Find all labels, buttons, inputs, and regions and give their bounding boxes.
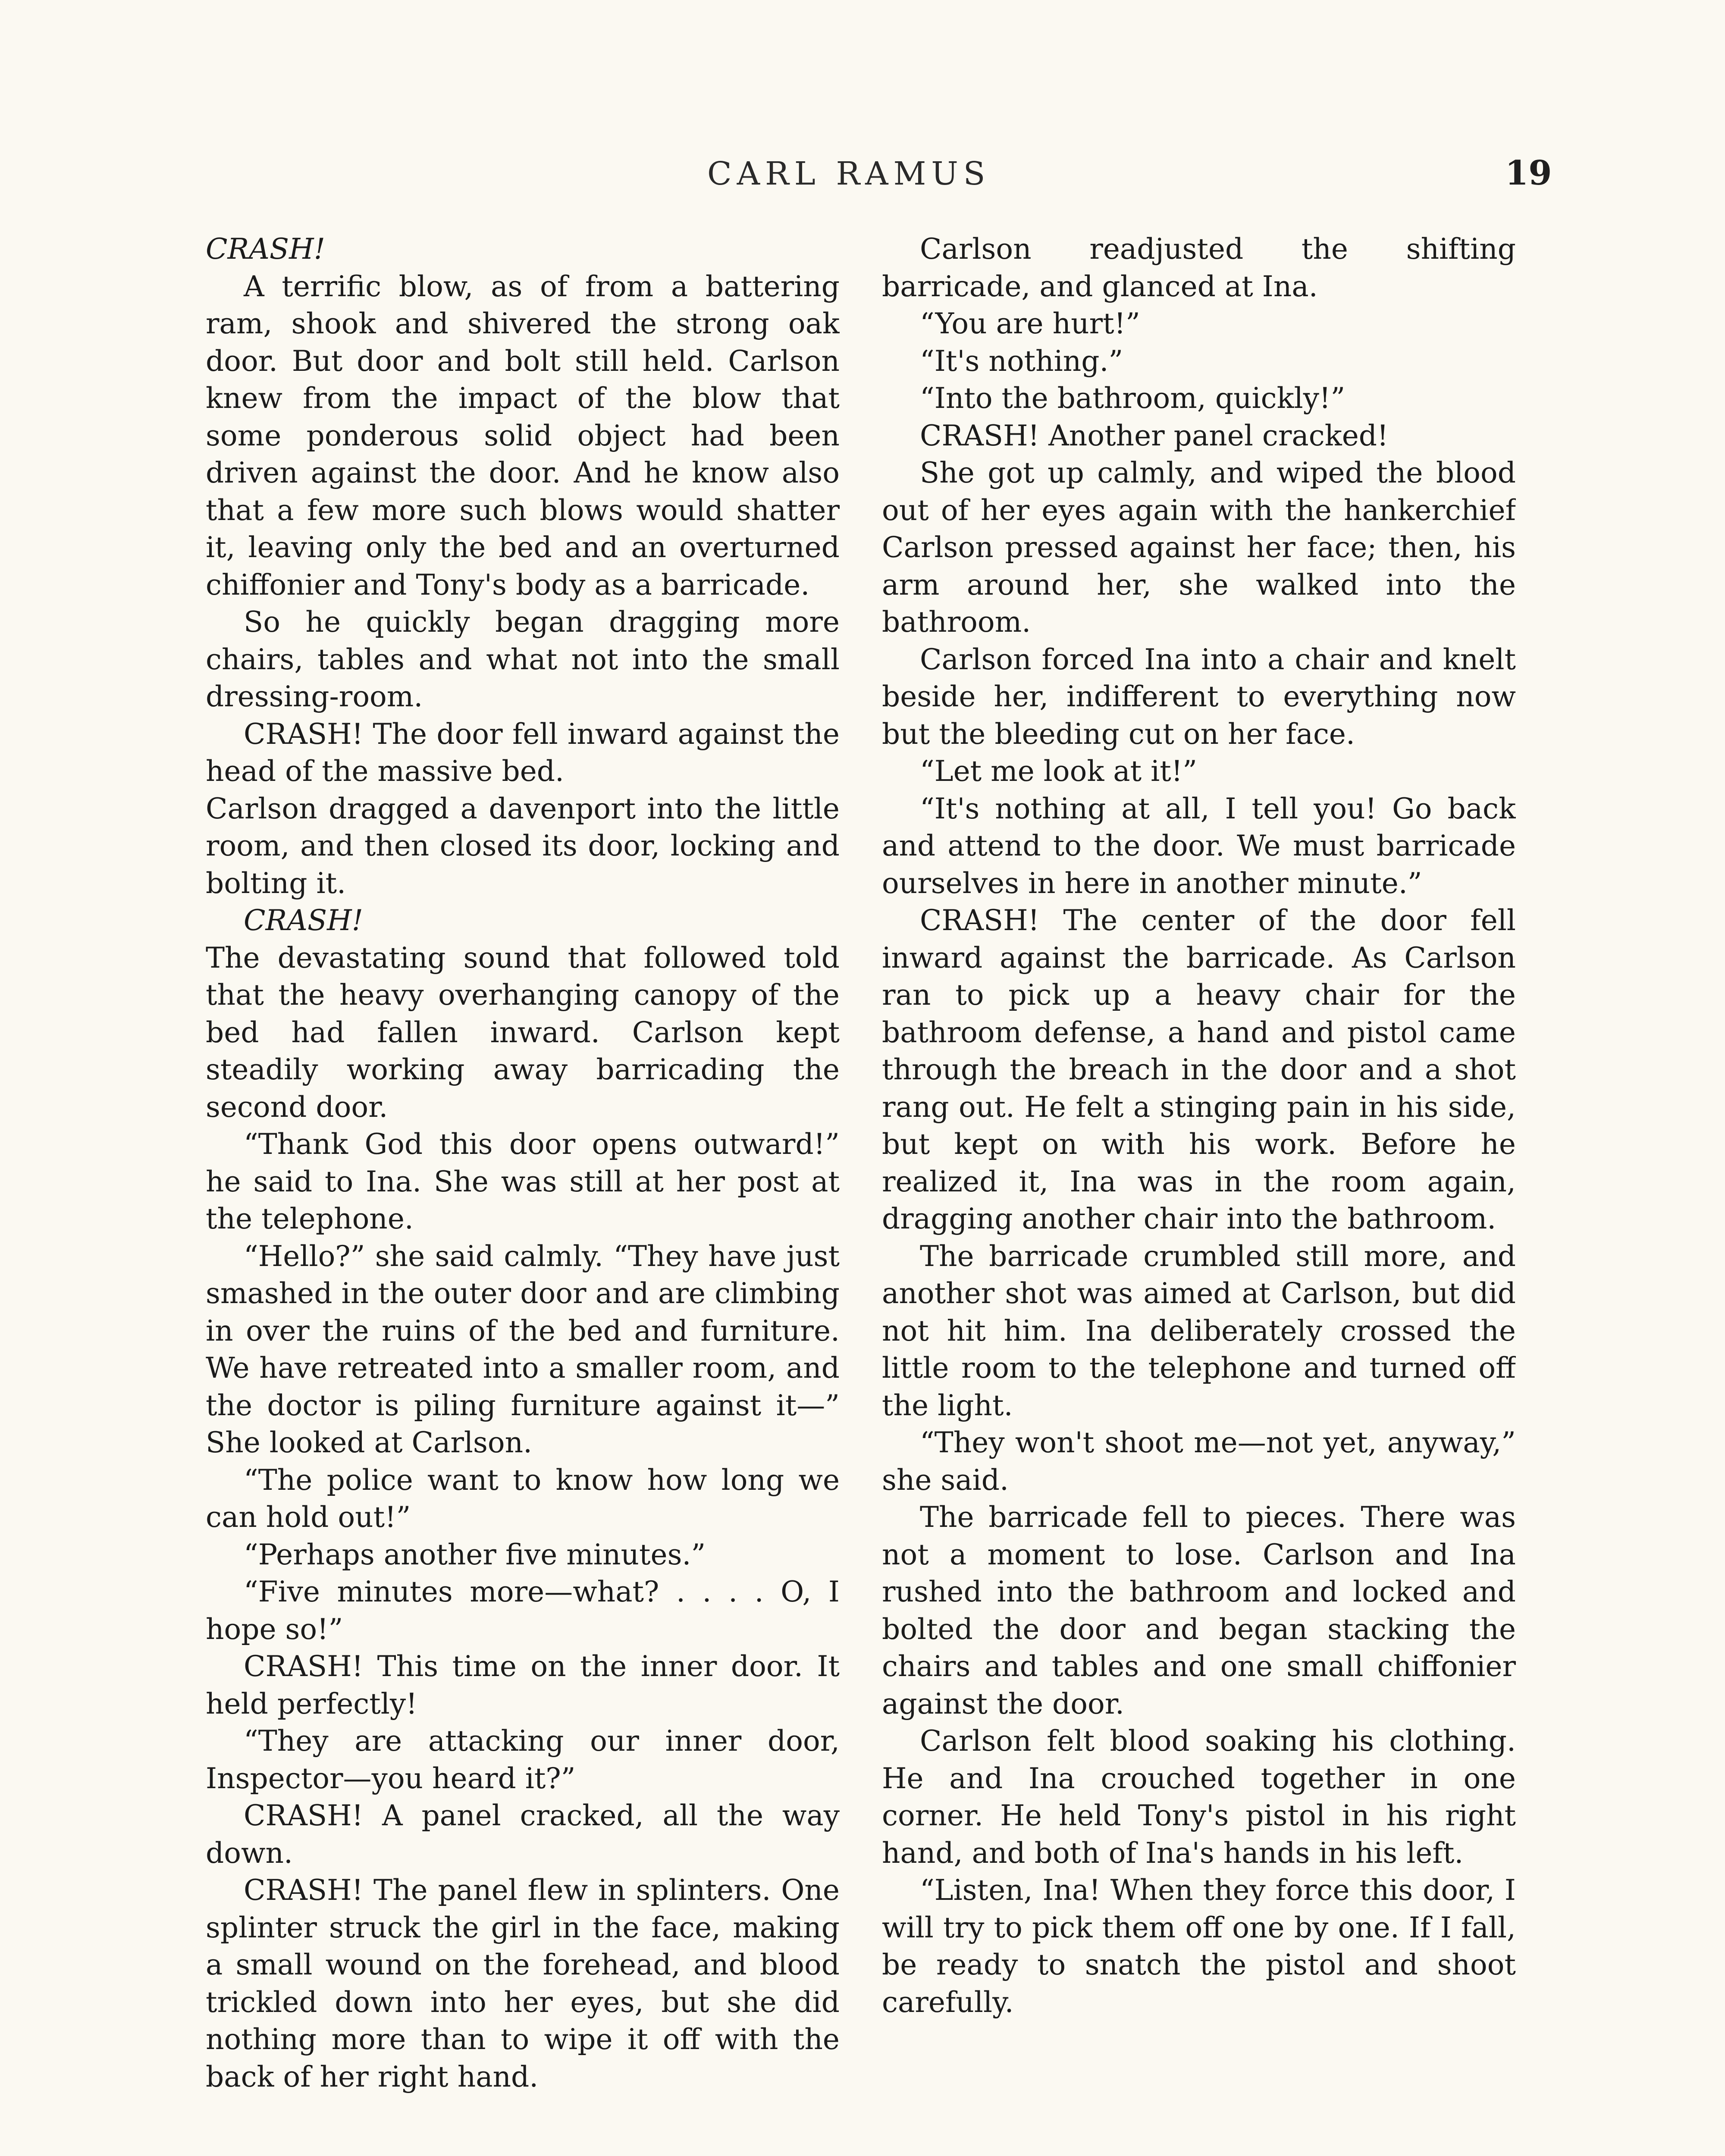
paragraph: “It's nothing.” [920,344,1123,378]
paragraph: CRASH! The door fell inward against the head of the massive bed. [206,717,840,788]
paragraph: A terrific blow, as of from a battering ram, shook and shivered the strong oak door. But door and bolt still held. Carlson knew from the impact of the blow that some ponderous solid object had been driven against the door. And he know also that a few more such blows would shatter it, leaving only the bed and an overturned chiffonier and Tony's body as a barricade. [206,270,840,602]
paragraph: “Let me look at it!” [920,755,1198,788]
paragraph: The barricade fell to pieces. There was not a moment to lose. Carlson and Ina rushed into the bathroom and locked and bolted the door and began stacking the chairs and tables and one small chiffonier against the door. [882,1501,1516,1720]
paragraph: “They are attacking our inner door, Inspector—you heard it?” [206,1724,840,1795]
paragraph: “Hello?” she said calmly. “They have just smashed in the outer door and are climbing in over the ruins of the bed and furniture. We have retreated into a smaller room, and the doctor is piling furniture against it—” She looked at Carlson. [206,1239,840,1459]
paragraph: “Five minutes more—what? . . . . O, I hope so!” [206,1575,840,1646]
paragraph: She got up calmly, and wiped the blood out of her eyes again with the hankerchief Carlson pressed against her face; then, his arm around her, she walked into the bathroom. [882,456,1516,639]
paragraph: “The police want to know how long we can hold out!” [206,1463,840,1534]
paragraph: Carlson forced Ina into a chair and knelt beside her, indifferent to everything now but the bleeding cut on her face. [882,642,1516,751]
page-number: 19 [1505,154,1552,193]
paragraph: CRASH! This time on the inner door. It held perfectly! [206,1650,840,1720]
paragraph: CRASH! [206,232,326,266]
paragraph: “Into the bathroom, quickly!” [920,382,1346,415]
paragraph: CRASH! [244,904,364,937]
paragraph: “Perhaps another five minutes.” [244,1538,706,1571]
right-column [882,231,1516,2156]
paragraph: So he quickly began dragging more chairs, tables and what not into the small dressing-room. [206,605,840,713]
paragraph: Carlson felt blood soaking his clothing. He and Ina crouched together in one corner. He held Tony's pistol in his right hand, and both of Ina's hands in his left. [882,1724,1516,1870]
paragraph: CRASH! A panel cracked, all the way down. [206,1799,840,1870]
paragraph: Carlson readjusted the shifting barricade, and glanced at Ina. [882,232,1516,303]
paragraph: The devastating sound that followed told that the heavy overhanging canopy of the bed had fallen inward. Carlson kept steadily working away barricading the second door. [206,941,840,1124]
paragraph: “Listen, Ina! When they force this door, I will try to pick them off one by one. If I fall, be ready to snatch the pistol and shoot carefully. [882,1874,1516,2019]
paragraph: CRASH! The panel flew in splinters. One splinter struck the girl in the face, making a small wound on the forehead, and blood trickled down into her eyes, but she did nothing more than to wipe it off with the back of her right hand. [206,1874,840,2093]
paragraph: “It's nothing at all, I tell you! Go back and attend to the door. We must barricade ourselves in here in another minute.” [882,792,1516,900]
paragraph: CRASH! The center of the door fell inward against the barricade. As Carlson ran to pick up a heavy chair for the bathroom defense, a hand and pistol came through the breach in the door and a shot rang out. He felt a stinging pain in his side, but kept on with his work. Before he realized it, Ina was in the room again, dragging another chair into the bathroom. [882,904,1516,1235]
left-column [206,231,840,2156]
paragraph: The barricade crumbled still more, and another shot was aimed at Carlson, but did not hit him. Ina deliberately crossed the little room to the telephone and turned off the light. [882,1239,1516,1422]
paragraph: “They won't shoot me—not yet, anyway,” she said. [882,1426,1516,1497]
running-head: CARL RAMUS [707,155,991,192]
paragraph: CRASH! Another panel cracked! [920,419,1389,452]
paragraph: “You are hurt!” [920,307,1140,340]
paragraph: “Thank God this door opens outward!” he said to Ina. She was still at her post at the telephone. [206,1128,840,1235]
paragraph: Carlson dragged a davenport into the little room, and then closed its door, locking and bolting it. [206,792,840,900]
